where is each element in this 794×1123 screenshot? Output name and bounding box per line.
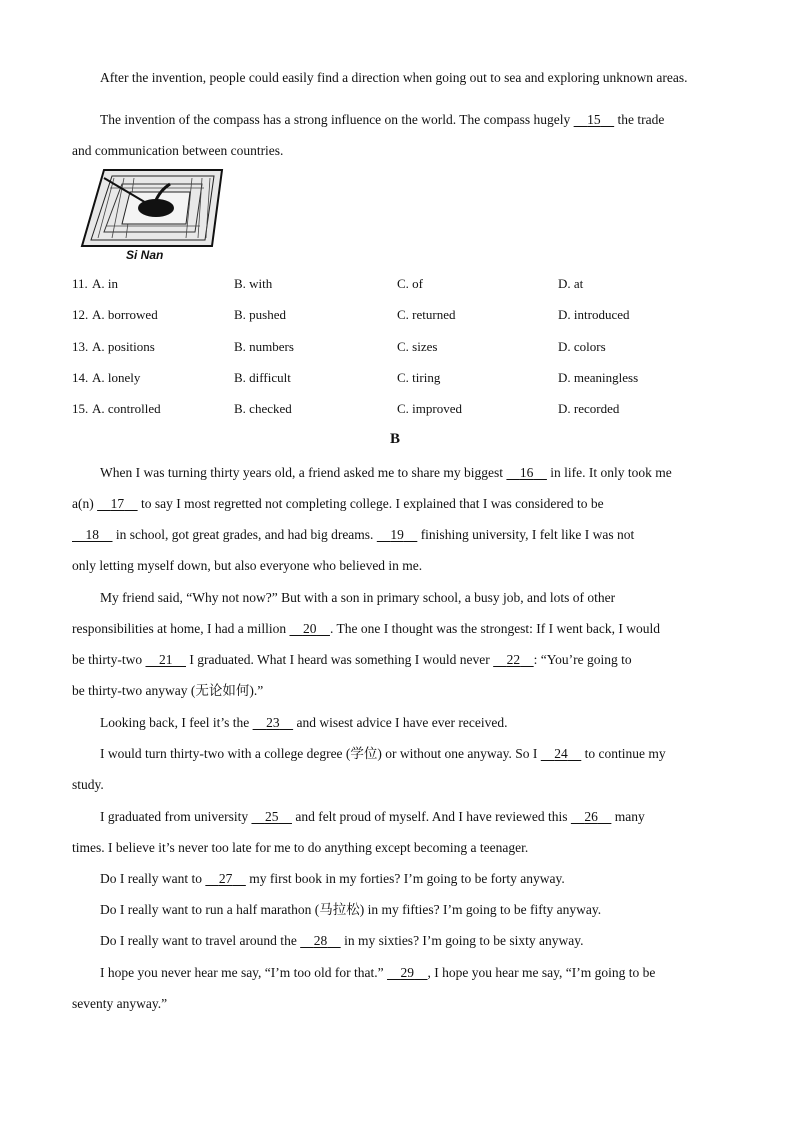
- option-d: D. colors: [558, 339, 606, 354]
- option-num: 13.: [72, 339, 89, 354]
- paragraph-compass-influence: [72, 104, 724, 166]
- paragraph-4: [72, 738, 724, 800]
- blank-24: 24: [554, 746, 568, 761]
- option-a: A. in: [92, 276, 118, 291]
- blank-26: 26: [584, 809, 598, 824]
- option-c: C. of: [397, 276, 423, 291]
- text-line: Do I really want to 27 my first book in my forties? I’m going to be forty anyway.: [72, 863, 724, 894]
- option-c: C. returned: [397, 307, 456, 322]
- text-line: 18 in school, got great grades, and had big dreams. 19 finishing university, I felt like I was not: [72, 519, 724, 550]
- blank-17: 17: [110, 496, 125, 511]
- text-line: The invention of the compass has a strong influence on the world. The compass hugely 15 the trade: [72, 104, 724, 135]
- blank-28: 28: [313, 933, 328, 948]
- text-line: times. I believe it’s never too late for me to do anything except becoming a teenager.: [72, 840, 529, 855]
- option-d: D. introduced: [558, 307, 630, 322]
- option-b: B. difficult: [234, 370, 291, 385]
- text-line: be thirty-two 21 I graduated. What I heard was something I would never 22 : “You’re going to: [72, 644, 724, 675]
- text-line: a(n) 17 to say I most regretted not completing college. I explained that I was considered to be: [72, 488, 724, 519]
- blank-27: 27: [218, 871, 233, 886]
- paragraph-invention-effect: [72, 62, 724, 93]
- option-d: D. meaningless: [558, 370, 639, 385]
- option-a: A. borrowed: [92, 307, 158, 322]
- text-line: be thirty-two anyway (无论如何).”: [72, 683, 264, 698]
- blank-15: 15: [587, 112, 601, 127]
- paragraph-1: [72, 457, 724, 581]
- si-nan-compass-image: [74, 166, 230, 262]
- option-c: C. tiring: [397, 370, 441, 385]
- option-b: B. pushed: [234, 307, 286, 322]
- paragraph-2: [72, 582, 724, 706]
- option-a: A. positions: [92, 339, 155, 354]
- blank-18: 18: [85, 527, 99, 542]
- option-a: A. lonely: [92, 370, 141, 385]
- paragraph-8: [72, 925, 724, 956]
- text-line: I graduated from university 25 and felt proud of myself. And I have reviewed this 26 many: [72, 801, 724, 832]
- option-num: 12.: [72, 307, 89, 322]
- text-line: responsibilities at home, I had a million 20 . The one I thought was the strongest: If I went back, I would: [72, 613, 724, 644]
- blank-21: 21: [159, 652, 173, 667]
- option-c: C. improved: [397, 401, 462, 416]
- paragraph-5: [72, 801, 724, 863]
- section-b-heading: B: [390, 431, 401, 447]
- option-d: D. at: [558, 276, 584, 291]
- text-line: I hope you never hear me say, “I’m too old for that.” 29 , I hope you hear me say, “I’m going to be: [72, 957, 724, 988]
- blank-19: 19: [390, 527, 404, 542]
- option-num: 14.: [72, 370, 89, 385]
- paragraph-7: [72, 894, 724, 925]
- option-d: D. recorded: [558, 401, 620, 416]
- option-num: 11.: [72, 276, 88, 291]
- blank-23: 23: [266, 715, 280, 730]
- blank-16: 16: [519, 465, 534, 480]
- text-line: seventy anyway.”: [72, 996, 168, 1011]
- option-a: A. controlled: [92, 401, 161, 416]
- text-line: Do I really want to run a half marathon (马拉松) in my fifties? I’m going to be fifty anyway.: [100, 902, 602, 917]
- paragraph-3: [72, 707, 724, 738]
- text-line: Looking back, I feel it’s the 23 and wisest advice I have ever received.: [72, 707, 724, 738]
- blank-25: 25: [264, 809, 279, 824]
- text-line: After the invention, people could easily find a direction when going out to sea and exploring unknown areas.: [100, 70, 688, 85]
- text-line: Do I really want to travel around the 28 in my sixties? I’m going to be sixty anyway.: [72, 925, 724, 956]
- text-line: I would turn thirty-two with a college degree (学位) or without one anyway. So I 24 to continue my: [72, 738, 724, 769]
- text-line: only letting myself down, but also everyone who believed in me.: [72, 558, 423, 573]
- paragraph-9: [72, 957, 724, 1019]
- image-caption: Si Nan: [126, 248, 164, 262]
- blank-20: 20: [302, 621, 317, 636]
- option-c: C. sizes: [397, 339, 438, 354]
- blank-29: 29: [400, 965, 415, 980]
- text-line: My friend said, “Why not now?” But with a son in primary school, a busy job, and lots of other: [100, 590, 616, 605]
- text-line: and communication between countries.: [72, 143, 284, 158]
- option-b: B. numbers: [234, 339, 294, 354]
- text-line: study.: [72, 777, 104, 792]
- option-num: 15.: [72, 401, 89, 416]
- blank-22: 22: [506, 652, 521, 667]
- text-line: When I was turning thirty years old, a friend asked me to share my biggest 16 in life. It only took me: [72, 457, 724, 488]
- paragraph-6: [72, 863, 724, 894]
- option-b: B. with: [234, 276, 273, 291]
- option-b: B. checked: [234, 401, 292, 416]
